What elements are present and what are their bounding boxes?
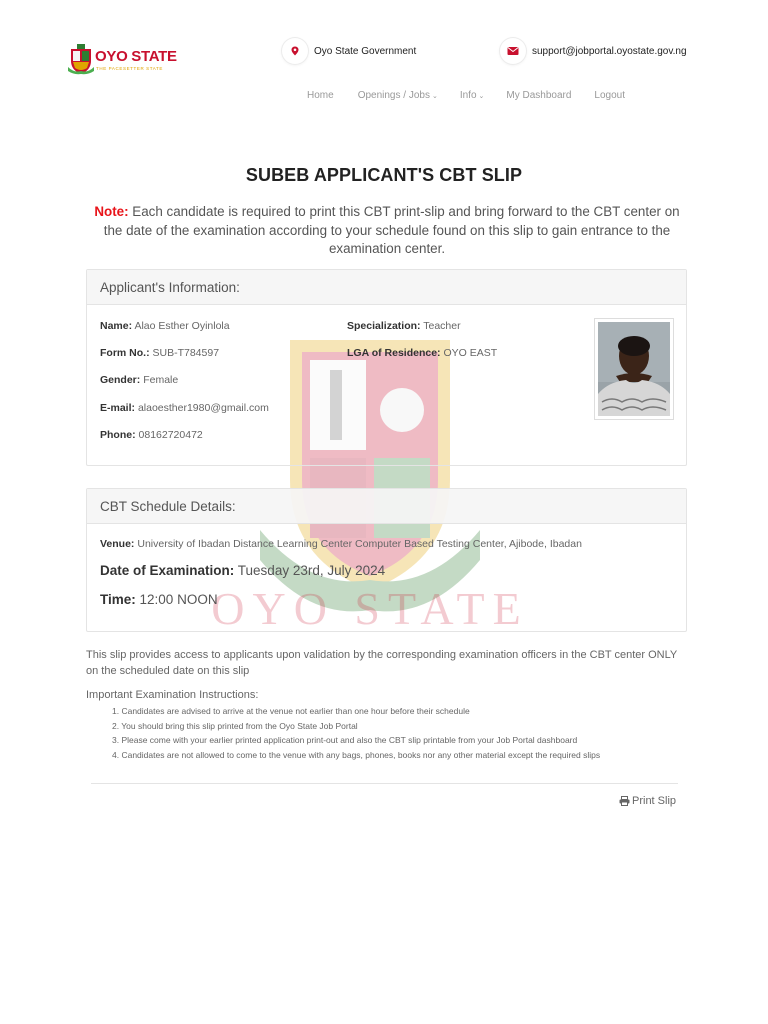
cbt-schedule-heading: CBT Schedule Details: bbox=[87, 489, 686, 524]
map-pin-icon bbox=[282, 38, 308, 64]
nav-logout[interactable]: Logout bbox=[594, 90, 626, 101]
contact-government bbox=[282, 38, 416, 64]
applicant-phone: Phone: 08162720472 bbox=[100, 429, 203, 441]
chevron-down-icon: ⌄ bbox=[478, 93, 485, 100]
instruction-item: 4. Candidates are not allowed to come to the venue with any bags, phones, books nor any other material except the required slips bbox=[112, 749, 601, 760]
instructions-list bbox=[112, 704, 692, 762]
print-slip-button[interactable] bbox=[619, 795, 676, 807]
contact-gov-text: Oyo State Government bbox=[314, 45, 417, 57]
contact-email bbox=[500, 38, 687, 64]
site-header bbox=[0, 0, 768, 120]
note-label: Note: bbox=[94, 204, 129, 219]
applicant-email: E-mail: alaoesther1980@gmail.com bbox=[100, 402, 269, 414]
main-nav bbox=[307, 90, 625, 101]
exam-venue: Venue: University of Ibadan Distance Learning Center Computer Based Testing Center, Ajibode, Ibadan bbox=[100, 538, 582, 550]
access-note: This slip provides access to applicants upon validation by the corresponding examination officers in the CBT center ONLY on the scheduled date on this slip bbox=[86, 649, 678, 677]
applicant-gender: Gender: Female bbox=[100, 374, 179, 386]
cbt-schedule-panel bbox=[86, 488, 687, 632]
applicant-specialization: Specialization: Teacher bbox=[347, 320, 461, 332]
instruction-item: 2. You should bring this slip printed from the Oyo State Job Portal bbox=[112, 720, 358, 731]
divider bbox=[91, 783, 678, 784]
exam-time: Time: 12:00 NOON bbox=[100, 592, 218, 607]
chevron-down-icon: ⌄ bbox=[431, 93, 438, 100]
envelope-icon bbox=[500, 38, 526, 64]
nav-openings-jobs[interactable]: Openings / Jobs ⌄ bbox=[357, 90, 438, 101]
applicant-name: Name: Alao Esther Oyinlola bbox=[100, 320, 230, 332]
note-text: Each candidate is required to print this CBT print-slip and bring forward to the CBT center on the date of the examination according to your schedule found on this slip to gain entrance to the examination center. bbox=[103, 204, 680, 257]
brand-name: OYO STATE bbox=[95, 48, 177, 65]
avatar-icon bbox=[598, 322, 670, 416]
page-title: SUBEB APPLICANT'S CBT SLIP bbox=[245, 165, 523, 185]
printer-icon bbox=[619, 796, 630, 806]
contact-email-link[interactable]: support@jobportal.oyostate.gov.ng bbox=[532, 45, 687, 57]
nav-home[interactable]: Home bbox=[307, 90, 334, 101]
print-slip-label: Print Slip bbox=[632, 795, 677, 807]
instruction-item: 1. Candidates are advised to arrive at the venue not earlier than one hour before their schedule bbox=[112, 706, 470, 716]
applicant-info-heading: Applicant's Information: bbox=[87, 270, 686, 305]
exam-date: Date of Examination: Tuesday 23rd, July 2024 bbox=[100, 563, 386, 578]
crest-icon bbox=[68, 43, 94, 75]
nav-my-dashboard[interactable]: My Dashboard bbox=[506, 90, 572, 101]
oyo-state-logo[interactable] bbox=[68, 43, 178, 75]
applicant-photo bbox=[594, 318, 674, 420]
watermark-text: OYO STATE bbox=[211, 583, 529, 634]
applicant-info-panel bbox=[86, 269, 687, 466]
nav-info[interactable]: Info ⌄ bbox=[459, 90, 485, 101]
instruction-item: 3. Please come with your earlier printed application print-out and also the CBT slip printable from your Job Portal dashboard bbox=[112, 735, 578, 746]
brand-tagline: THE PACESETTER STATE bbox=[96, 66, 164, 71]
note-paragraph bbox=[86, 203, 688, 259]
instructions-title: Important Examination Instructions: bbox=[86, 689, 259, 701]
applicant-form-no: Form No.: SUB-T784597 bbox=[100, 347, 220, 359]
applicant-lga: LGA of Residence: OYO EAST bbox=[347, 347, 498, 359]
